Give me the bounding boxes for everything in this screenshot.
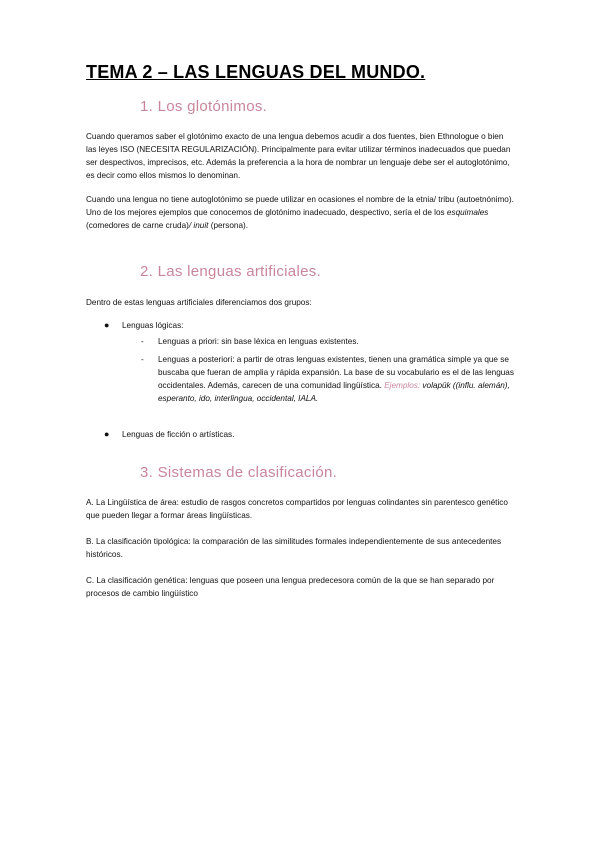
sub-bullet-a-posteriori — [158, 353, 523, 405]
section-heading-clasificacion: 3. Sistemas de clasificación. — [140, 464, 338, 481]
bullet-lenguas-logicas: Lenguas lógicas: — [122, 321, 184, 330]
paragraph-glotonimos-2-b: (comedores de carne cruda) — [86, 221, 189, 230]
esquimales-term: esquimales — [446, 208, 489, 217]
bullet-dot-icon: ● — [104, 320, 110, 330]
paragraph-glotonimos-2-c: (persona). — [208, 221, 249, 230]
paragraph-clasificacion-c: C. La clasificación genética: lenguas que poseen una lengua predecesora común de la que se han separado por procesos de cambio lingüístico — [86, 576, 495, 598]
a-posteriori-text: Lenguas a posteriori: a partir de otras lenguas existentes, tienen una gramática simple ya que se buscaba que fueran de amplia y rápida expansión. La base de su vocabulario es el de las lenguas occidentales. Además, carecen de una comunidad lingüística. — [158, 355, 514, 390]
dash-icon: - — [141, 337, 144, 346]
section-heading-glotonimos: 1. Los glotónimos. — [140, 98, 268, 115]
bullet-dot-icon: ● — [104, 429, 110, 439]
ejemplos-list: volapük ((influ. alemán), esperanto, ido, interlingua, occidental, IALA. — [158, 381, 510, 403]
paragraph-clasificacion-b: B. La clasificación tipológica: la comparación de las similitudes formales independientemente de sus antecedentes históricos. — [86, 537, 502, 559]
dash-icon: - — [141, 355, 144, 364]
paragraph-glotonimos-1: Cuando queramos saber el glotónimo exacto de una lengua debemos acudir a dos fuentes, bien Ethnologue o bien las leyes ISO (NECESITA REGULARIZACIÓN). Principalmente para evitar utilizar términos inadecuados que puedan ser despectivos, imprecisos, etc. Además la preferencia a la hora de nombrar un lenguaje debe ser el autoglotónimo, es decir como ellos mismos lo denominan. — [86, 132, 511, 180]
paragraph-clasificacion-a: A. La Lingüística de área: estudio de rasgos concretos compartidos por lenguas colindantes sin parentesco genético que pueden llegar a formar áreas lingüísticas. — [86, 498, 508, 520]
sub-bullet-a-priori: Lenguas a priori: sin base léxica en lenguas existentes. — [158, 337, 359, 346]
bullet-lenguas-ficcion: Lenguas de ficción o artísticas. — [122, 430, 235, 439]
paragraph-artificiales-intro: Dentro de estas lenguas artificiales diferenciamos dos grupos: — [86, 298, 312, 307]
inuit-term: / inuit — [188, 221, 209, 230]
page-title: TEMA 2 – LAS LENGUAS DEL MUNDO. — [86, 62, 426, 82]
paragraph-glotonimos-2-a: Cuando una lengua no tiene autoglotónimo se puede utilizar en ocasiones el nombre de la etnia/ tribu (autoetnónimo). Uno de los mejores ejemplos que conocemos de glotónimo inadecuado, despectivo, sería el de los — [86, 195, 514, 217]
paragraph-glotonimos-2 — [86, 193, 516, 232]
section-heading-artificiales: 2. Las lenguas artificiales. — [140, 263, 321, 280]
ejemplos-label: Ejemplos: — [384, 381, 421, 390]
